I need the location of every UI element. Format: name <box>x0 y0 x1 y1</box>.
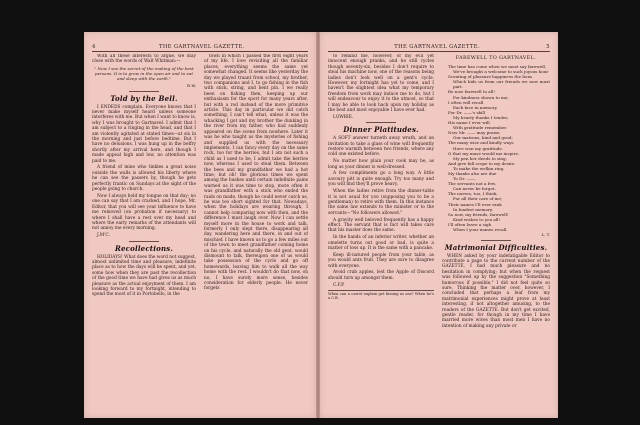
poem-line: Now Mr. —— may praise, <box>448 130 501 136</box>
divider <box>129 241 159 242</box>
poem-line: For Dr. ——'s skill <box>448 109 485 115</box>
running-head: THE GARTNAVEL GAZETTE. <box>394 44 481 50</box>
poem-line: Our matrons, kind and good; <box>453 135 513 141</box>
poem-line: O that my muse would me inspire, <box>448 150 520 156</box>
paragraph: to remind me, however, of my evil yet innocent enough pranks, and he still cycles though seventy-six, besides I don't require to steal his machine now, one of the reasons being ladies don't look well on a gent's cycle. However, my fortnight has yet to come, and I haven't the slightest idea what my temporary freedom from work may induce me to do, but I will endeavour to enjoy it to the utmost, so that I may be able to look back upon my holiday as the best and most enjoyable I have ever had. <box>328 54 434 114</box>
left-column-2 <box>204 54 308 410</box>
poem-line: The nurses, too, I think, <box>448 191 498 197</box>
article-body-recollections <box>92 255 196 298</box>
recollections-continued <box>204 54 308 292</box>
paragraph: Avoid crab apples, lest the Apple of Discord should turn up amongst them. <box>328 270 434 281</box>
left-page <box>84 32 316 418</box>
paragraph: A friend of mine who tinkles a great noise outside the walls is allowed his liberty where he can see the passers by, though he gets perfectly frantic on Sundays at the sight of the people going to church. <box>92 165 196 193</box>
paragraph: C.F.P. <box>333 282 345 288</box>
poem-title-farewell: FAREWELL TO GARTNAVEL. <box>455 56 537 61</box>
paragraph: WHEN asked by your indefatigable Editor to contribute a page to the current number of the GAZETTE, I had much pleasure and no hesitation in complying; but when the request was followed up by the suggestion "Something humorous if possible," I did not feel quite so sure. Thinking the matter over, however, I concluded that perhaps a leaf from my matrimonial experiences might prove at least interesting, if not altogether amusing, to the readers of the GAZETTE. But don't get excited, gentle reader, for though in my time I have married more wives than most men I have no intention of making any private or <box>442 253 550 329</box>
right-page <box>320 32 558 418</box>
poem-signature: L. T. <box>541 232 550 238</box>
paragraph: When the ladies retire from the dinner-table it is not usual for you (supposing you to be a gentleman) to retire with them. In this instance the same law extends to the minister or to the servants—"No followers allowed." <box>328 189 434 216</box>
poem-line: Can never be forgot. <box>453 186 496 192</box>
left-column-1 <box>92 54 196 410</box>
poem-line: His name I ever will <box>448 120 490 126</box>
article-body-dinner-platitudes <box>328 136 434 288</box>
poem-line: And give full scope to my desire <box>448 160 515 166</box>
poem-line: Have won my gratitude. <box>453 145 504 151</box>
poem-line: Scenting of pleasure happiness the lions <box>448 74 533 80</box>
divider <box>481 240 511 241</box>
article-body-matrimonial <box>442 254 550 330</box>
poem-line: Each face in memory. <box>453 104 498 110</box>
running-head: THE GARTNAVEL GAZETTE. <box>158 44 245 50</box>
poem-line: Re now farewell to all! <box>448 89 496 95</box>
paragraph: Keep ill-natured people from your table, as you would ants fruit. They are sure to disagree with everyone. <box>328 252 434 269</box>
paragraph: I ENDEDS complain. Everyone knows that I never make myself heard unless someone interferes with me. But when I want to know is, why I was brought to Gartnavel. I admit that I am subject to a ringing in the head, and that I am violently agitated at stated times—at six in the morning and just before bedtime. But I have no delusions. I was hung up in the belfry shortly after my arrival here, and though I made appeal high and low, no attention was paid to me. <box>92 104 196 164</box>
page-header <box>328 40 550 52</box>
divider <box>129 91 159 92</box>
poem-line: So now, my friends, farewell! <box>448 211 509 217</box>
recollections-ending <box>328 54 434 120</box>
poem-line: The servants not a few, <box>448 181 497 187</box>
right-column-1 <box>328 54 434 410</box>
poem-line: Which bids us from our friends we now must part. <box>453 79 550 90</box>
poem-line: I often will recall <box>448 99 484 105</box>
poem-line: We've brought a welcome to such joyous hour <box>453 69 549 75</box>
paragraph: Now I always hold my tongue on that day; no one can say that I am cracked, and I hope, Mr. Editor, that you will see your influence to have me removed (on probation if necessary) to where I shall have a rest over my head and where the early remarks of the attendants will not annoy me every morning. <box>92 193 196 232</box>
poem-line: Their names I'll ever rank <box>448 201 502 207</box>
paragraph: A SOFT answer turneth away wrath, and an invitation to take a glass of wine will frequently restore warmth between two friends, where any cold one existed before. <box>328 136 434 158</box>
footnote: When can a carrot explain get kissing as sea? When he's a C.B. <box>328 291 434 301</box>
page-number: 4 <box>92 44 96 50</box>
paragraph: J.M'C. <box>97 233 110 239</box>
poem-line: For all their care of me; <box>453 196 503 202</box>
intro-paragraph: With all these interests to argue, we may close with the words of Walt Whitman:— <box>92 54 196 65</box>
page-header <box>92 40 308 52</box>
paragraph: town in which I passed the first eight years of my life. I love revisiting all the familiar places, everything seems the same yet somewhat changed. It seems like yesterday the day we played truant from school, my brother, two companions and I, to go fishing in the fish with stick, string, and bent pin. I we really been on fishing then, keeping up our enthusiasm for the sport for many years after, but with a rod instead of the more primitive article. This day in particular we did catch something, I can't tell what, unless it was the whacking I got and my brother the dunking in the river from my father, who had suddenly appeared on the scene from nowhere. Later it was he who taught us the mysteries of fishing and supplied us with the necessary implements. I can fancy every day on the same rock, too for the berries, but I am not such a child as I used to be, I admit take the berries now, whereas I used to steal them. Between the bees and my grandfather we had a hot time; but oh! the glorious times we spent among the bushes until certain indefinite pains warned us it was time to stop, more often it was grandfather with a stick who ended the raids on made, though he could never catch us, he was too short sighted for that. Nowadays, when the holidays are wearing through, I cannot help comparing now with then, and the difference I must laugh over. Now I can settle myself more in the house to work and talk, formerly I only slept there, disappearing all day, wandering here and there, in and out of mischief. I have known us to go a few miles out of the town to meet grandfather coming home on his cycle, and naturally the old gent. would dismount to talk, thereupon one of us would take possession of the cycle and go off homewards, leaving him to walk all the way home with the rest. I wouldn't do that now, oh no, I have surely more sense, besides consideration for elderly people. He never forgets <box>204 54 308 292</box>
page-number: 5 <box>546 44 550 50</box>
article-title-matrimonial: Matrimonial Difficulties. <box>444 242 548 252</box>
paragraph: A gravity well beloved frequently has a happy effect. The servant that is fact will takes care that his master does the same. <box>328 217 434 234</box>
paragraph: No matter how plain your cook may be, as long as your dinner is well-dressed. <box>328 159 434 170</box>
article-title-recollections: Recollections. <box>114 243 174 253</box>
poem-line: My thanks also are due <box>448 170 497 176</box>
poem-line: The time has come when we must say farewell, <box>448 64 547 69</box>
quote-signature: R.W. <box>187 83 196 89</box>
whitman-quote: " Now I see the secret of the making of the best persons. It is to grow in the open air and to eat and sleep with the earth." <box>94 66 194 82</box>
poem-line: Kind wishes to you all! <box>453 216 501 222</box>
poem-line: My hearty thanks I tender, <box>453 114 509 120</box>
divider <box>366 122 396 123</box>
poem-line: The many wise and kindly ways <box>448 140 514 146</box>
poem-line: To make the welkin ring. <box>453 165 505 171</box>
poem-line: To Dr. ——, <box>453 176 477 182</box>
poem-line: With gratitude remember. <box>453 125 508 131</box>
poem-line: I'll often leave a sigh <box>448 221 492 227</box>
paragraph: In the hands of an inferior writer, whether an omelette turns out good or bad, is quite a matter of toss up. It is the same with a pancake. <box>328 235 434 251</box>
farewell-poem <box>442 64 550 232</box>
paragraph: HOLIDAYS! What does the word not suggest, almost unlimited time and pleasure, indefinite place as to how the days will be spent, and yet, some how when they are past the recollection of the good time we have had gives us as much pleasure as the actual enjoyment of them. I am looking forward to my fortnight, intending to spend the most of it in Portobello, in the <box>92 254 196 298</box>
poem-line: My pen her deeds to sing, <box>453 155 507 161</box>
poem-line: In fondest memory. <box>453 206 493 212</box>
poem-line: When I your names recall. <box>453 227 508 232</box>
paragraph: A few compliments go a long way. A little savoury pitt is quite enough. Try too many and you will find they'll prove heavy. <box>328 171 434 188</box>
right-column-2 <box>442 54 550 410</box>
article-title-told-by-bell: Told by the Bell. <box>110 93 178 103</box>
article-title-dinner-platitudes: Dinner Platitudes. <box>343 125 419 135</box>
article-body-told-by-bell <box>92 105 196 239</box>
poem-line: For kindness shown to me; <box>453 94 509 100</box>
paragraph: LOWRIE. <box>333 114 354 120</box>
